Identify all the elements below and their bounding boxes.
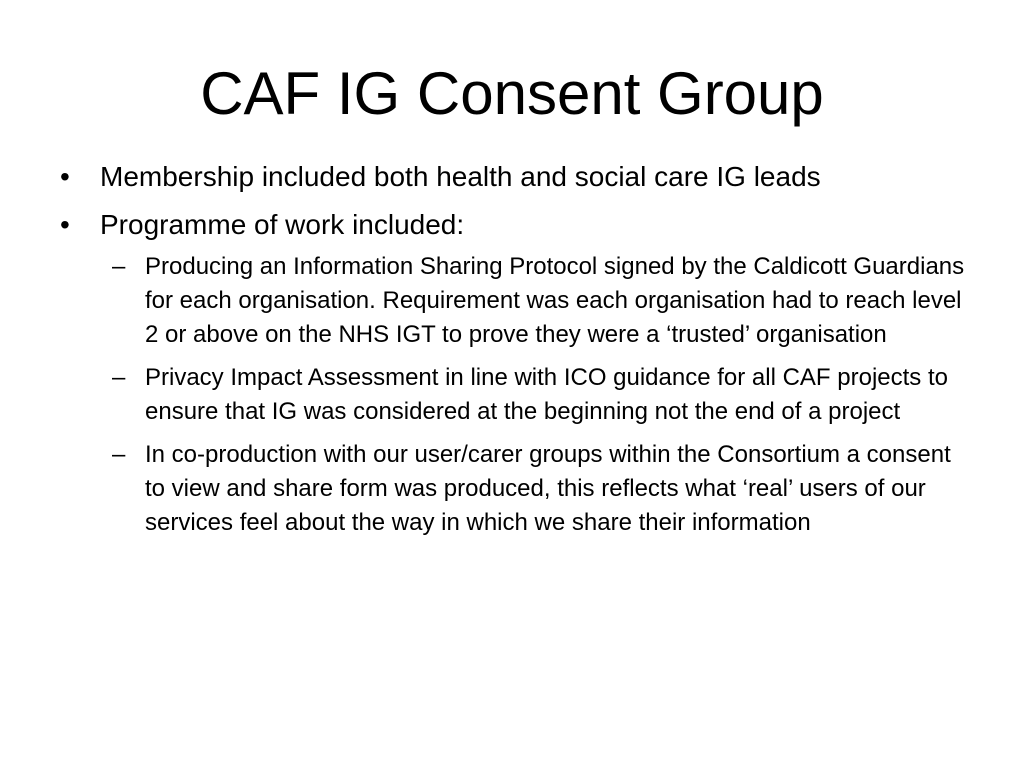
dash-marker: – bbox=[112, 364, 126, 391]
bullet-text: Membership included both health and social care IG leads bbox=[100, 161, 821, 192]
bullet-text: Programme of work included: bbox=[100, 209, 465, 240]
sub-bullet-item bbox=[60, 361, 965, 429]
sub-bullet-item bbox=[60, 250, 965, 352]
slide-content bbox=[60, 160, 980, 549]
slide-title: CAF IG Consent Group bbox=[200, 60, 824, 127]
sub-bullet-item bbox=[60, 438, 965, 540]
bullet-item bbox=[60, 160, 980, 194]
sub-bullet-list bbox=[60, 250, 980, 540]
sub-bullet-text: Privacy Impact Assessment in line with ICO guidance for all CAF projects to ensure that IG was considered at the beginning not the end of a project bbox=[145, 364, 948, 425]
bullet-marker: • bbox=[60, 161, 70, 192]
dash-marker: – bbox=[112, 253, 126, 280]
dash-marker: – bbox=[112, 441, 126, 468]
bullet-item bbox=[60, 208, 980, 242]
sub-bullet-text: In co-production with our user/carer groups within the Consortium a consent to view and share form was produced, this reflects what ‘real’ users of our services feel about the way in which we share their information bbox=[145, 441, 951, 536]
bullet-marker: • bbox=[60, 209, 70, 240]
sub-bullet-text: Producing an Information Sharing Protocol signed by the Caldicott Guardians for each organisation. Requirement was each organisation had to reach level 2 or above on the NHS IGT to prove they were a ‘trusted’ organisation bbox=[145, 253, 965, 348]
